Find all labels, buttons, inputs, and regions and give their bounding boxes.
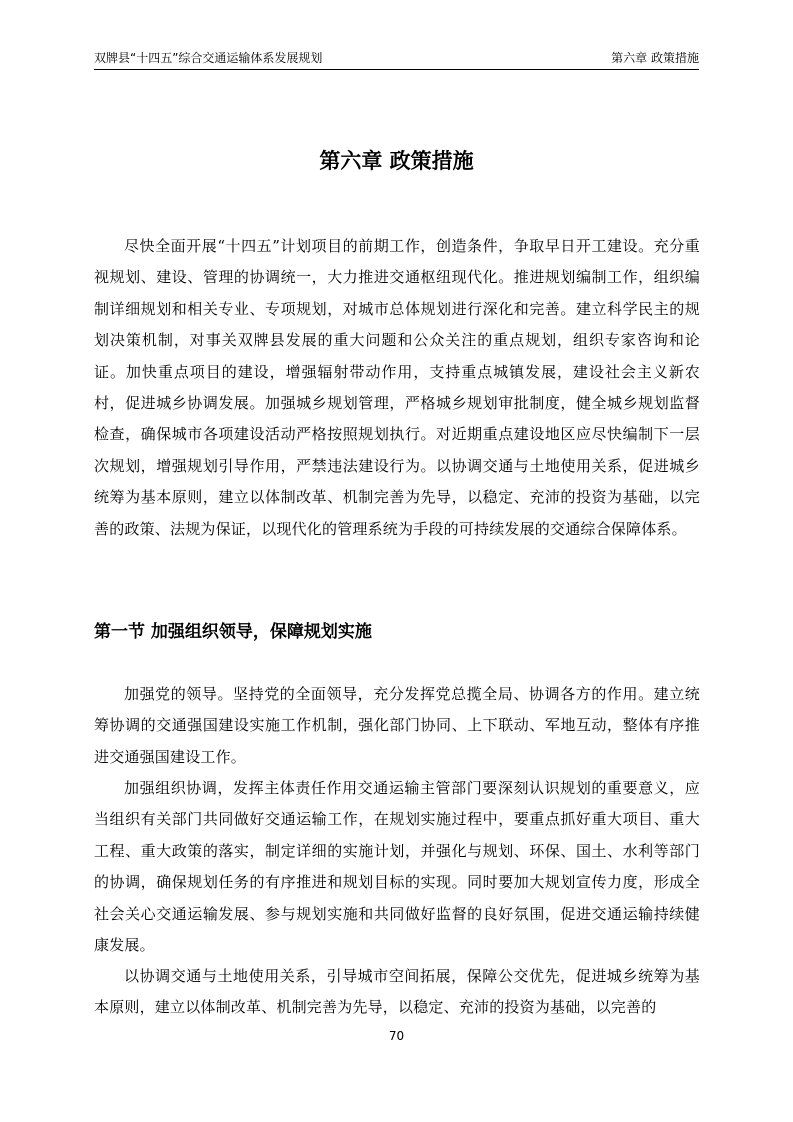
header-document-title: 双牌县“十四五”综合交通运输体系发展规划 bbox=[94, 51, 323, 65]
header-divider bbox=[94, 69, 699, 70]
section-paragraph: 以协调交通与土地使用关系，引导城市空间拓展，保障公交优先，促进城乡统筹为基本原则，建立以体制改革、机制完善为先导，以稳定、充沛的投资为基础，以完善的 bbox=[94, 967, 700, 1017]
running-header bbox=[94, 47, 699, 69]
section-paragraph: 加强组织协调，发挥主体责任作用交通运输主管部门要深刻认识规划的重要意义，应当组织有关部门共同做好交通运输工作，在规划实施过程中，要重点抓好重大项目、重大工程、重大政策的落实，制定详细的实施计划，并强化与规划、环保、国土、水利等部门的协调，确保规划任务的有序推进和规划目标的实现。同时要加大规划宣传力度，形成全社会关心交通运输发展、参与规划实施和共同做好监督的良好氛围，促进交通运输持续健康发展。 bbox=[94, 779, 700, 955]
header-chapter-title: 第六章 政策措施 bbox=[611, 51, 699, 65]
chapter-intro-paragraph: 尽快全面开展“十四五”计划项目的前期工作，创造条件，争取早日开工建设。充分重视规划、建设、管理的协调统一，大力推进交通枢纽现代化。推进规划编制工作，组织编制详细规划和相关专业、专项规划，对城市总体规划进行深化和完善。建立科学民主的规划决策机制，对事关双牌县发展的重大问题和公众关注的重点规划，组织专家咨询和论证。加快重点项目的建设，增强辐射带动作用，支持重点城镇发展，建设社会主义新农村，促进城乡协调发展。加强城乡规划管理，严格城乡规划审批制度，健全城乡规划监督检查，确保城市各项建设活动严格按照规划执行。对近期重点建设地区应尽快编制下一层次规划，增强规划引导作用，严禁违法建设行为。以协调交通与土地使用关系，促进城乡统筹为基本原则，建立以体制改革、机制完善为先导，以稳定、充沛的投资为基础，以完善的政策、法规为保证，以现代化的管理系统为手段的可持续发展的交通综合保障体系。 bbox=[94, 237, 700, 538]
section-title: 第一节 加强组织领导，保障规划实施 bbox=[94, 622, 372, 642]
section-paragraph: 加强党的领导。坚持党的全面领导，充分发挥党总揽全局、协调各方的作用。建立统筹协调的交通强国建设实施工作机制，强化部门协同、上下联动、军地互动，整体有序推进交通强国建设工作。 bbox=[94, 685, 700, 766]
chapter-title: 第六章 政策措施 bbox=[319, 149, 474, 173]
page-number: 70 bbox=[388, 1029, 405, 1043]
